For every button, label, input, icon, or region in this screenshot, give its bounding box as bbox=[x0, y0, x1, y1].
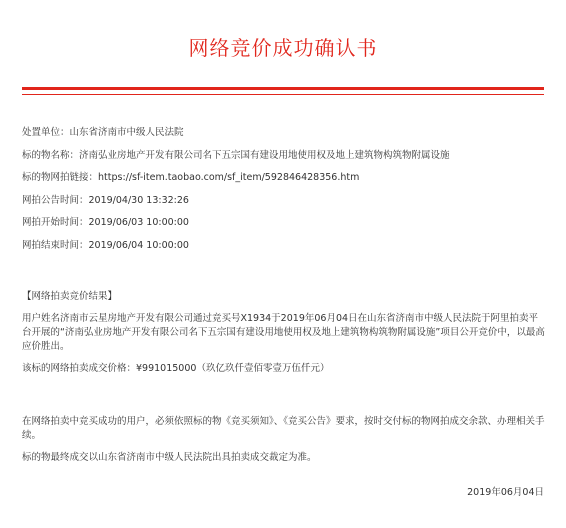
subject-name: 标的物名称：济南弘业房地产开发有限公司名下五宗国有建设用地使用权及地上建筑物构筑物附属设施 bbox=[22, 149, 450, 161]
auction-link: 标的物网拍链接：https://sf-item.taobao.com/sf_item/592846428356.htm bbox=[22, 172, 360, 184]
auction-end-time: 网拍结束时间：2019/06/04 10:00:00 bbox=[22, 239, 189, 251]
disposal-unit: 处置单位：山东省济南市中级人民法院 bbox=[22, 127, 184, 138]
notice-paragraph-2: 标的物最终成交以山东省济南市中级人民法院出具拍卖成交裁定为准。 bbox=[22, 452, 317, 463]
document-title: 网络竞价成功确认书 bbox=[188, 36, 378, 60]
auction-start-time: 网拍开始时间：2019/06/03 10:00:00 bbox=[22, 217, 189, 229]
header-rule-thick bbox=[22, 87, 544, 90]
final-price: 该标的网络拍卖成交价格：¥991015000（玖亿玖仟壹佰零壹万伍仟元） bbox=[22, 363, 330, 374]
announcement-time: 网拍公告时间：2019/04/30 13:32:26 bbox=[22, 194, 189, 206]
document-date: 2019年06月04日 bbox=[467, 487, 544, 498]
result-paragraph: 用户姓名济南市云星房地产开发有限公司通过竞买号X1934于2019年06月04日在山东省济南市中级人民法院于阿里拍卖平台开展的“济南弘业房地产开发有限公司名下五宗国有建设用地使用权及地上建筑物构筑物附属设施”项目公开竞价中，以最高应价胜出。 bbox=[22, 313, 545, 352]
result-heading: 【网络拍卖竞价结果】 bbox=[22, 291, 118, 302]
auction-info bbox=[22, 126, 546, 262]
notice bbox=[22, 415, 546, 465]
notice-paragraph-1: 在网络拍卖中竞买成功的用户，必须依照标的物《竞买须知》、《竞买公告》要求，按时交付标的物网拍成交余款、办理相关手续。 bbox=[22, 416, 545, 441]
header-rule-thin bbox=[22, 94, 544, 95]
auction-result bbox=[22, 290, 546, 376]
